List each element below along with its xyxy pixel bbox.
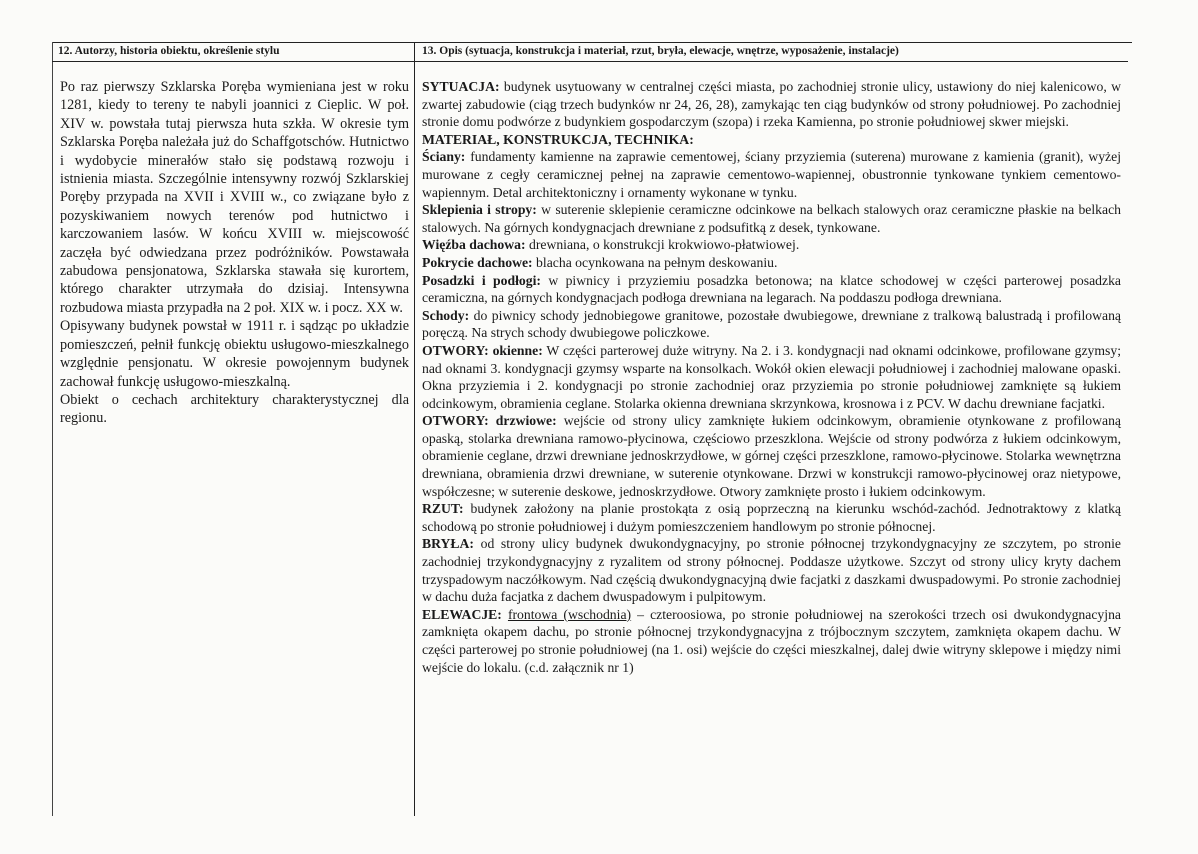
section-text: wejście od strony ulicy zamknięte łukiem odcinkowym, obramienie otynkowane z profilowaną opaską, stolarka drewniana ramowo-płycinowa, częściowo przeszklona. Wejście od strony podwórza z łukiem odcinkowym, obramienie ceglane, drzwi drewniane jednoskrzydłowe, w górnej części przeszklone, ramowo-płycinowe. Stolarka wewnętrzna drewniana, obramienia drzwi drewniane, w suterenie otynkowane. Drzwi w konstrukcji ramowo-płycinowej oraz nietypowe, współczesne; w suterenie deskowe, jednoskrzydłowe. Otwory zamknięte prosto i łukiem odcinkowym.	[422, 413, 1121, 499]
left-header-rule	[52, 61, 414, 62]
section-label: Sklepienia i stropy:	[422, 202, 537, 218]
section-sklepienia	[422, 201, 1121, 236]
right-column-header: 13. Opis (sytuacja, konstrukcja i materiał, rzut, bryła, elewacje, wnętrze, wyposażenie, instalacje)	[422, 45, 899, 57]
section-label: Pokrycie dachowe:	[422, 254, 533, 270]
section-elewacje	[422, 606, 1121, 676]
history-paragraph: Po raz pierwszy Szklarska Poręba wymieniana jest w roku 1281, kiedy to tereny te nabyli joannici z Cieplic. W poł. XIV w. powstała tutaj pierwsza huta szkła. W okresie tym Szklarska Poręba należała już do Schaffgotschów. Hutnictwo i wydobycie minerałów stało się podstawą rozwoju i istnienia miasta. Szczególnie intensywny rozwój Szklarskiej Poręby przypada na XVII i XVIII w., co związane było z pozyskiwaniem nowych terenów pod hutnictwo i karczowaniem lasów. W końcu XVIII w. miejscowość zaczęła być odwiedzana przez podróżników. Powstawała zabudowa pensjonatowa, Szklarska stawała się kurortem, którego charakter utrzymała do dzisiaj. Intensywna rozbudowa miasta przypadła na 2 poł. XIX w. i pocz. XX w.	[60, 79, 409, 316]
section-text: w suterenie sklepienie ceramiczne odcinkowe na belkach stalowych oraz ceramiczne płaskie na belkach stalowych. Na górnych kondygnacjach drewniane z podsufitką z desek, tynkowane.	[422, 202, 1122, 235]
section-label: Schody:	[422, 307, 470, 323]
history-column	[60, 78, 409, 428]
section-text: blacha ocynkowana na pełnym deskowaniu.	[532, 254, 778, 270]
elevation-name: frontowa (wschodnia)	[507, 606, 632, 622]
history-paragraph: Obiekt o cechach architektury charakterystycznej dla regionu.	[60, 391, 409, 427]
section-label: OTWORY: drzwiowe:	[422, 413, 557, 429]
section-text: – czteroosiowa, po stronie południowej na szerokości trzech osi dwukondygnacyjna zamknięta okapem dachu, po stronie północnej trzykondygnacyjna z trójbocznym szczytem, zamknięta okapem dachu. W części parterowej po stronie południowej (na 1. osi) wejście do części mieszkalnej, dalej dwie witryny sklepowe i między nimi wejście do lokalu. (c.d. załącznik nr 1)	[422, 606, 1121, 675]
section-otwory-drzwiowe	[422, 412, 1121, 500]
section-pokrycie	[422, 254, 1121, 272]
section-label: ELEWACJE:	[422, 606, 502, 622]
section-rzut	[422, 500, 1121, 535]
section-text: od strony ulicy budynek dwukondygnacyjny, po stronie północnej trzykondygnacyjny ze szczytem, po stronie zachodniej trzykondygnacyjny z ryzalitem od strony północnej. Poddasze użytkowe. Szczyt od strony ulicy kryty dachem trzyspadowym naczółkowym. Nad częścią dwukondygnacyjną dwie facjatki z daszkami dwuspadowymi. Po stronie zachodniej w dachu duża facjatka z dachem dwuspadowym i pulpitowym.	[422, 536, 1121, 605]
section-text: drewniana, o konstrukcji krokwiowo-płatwiowej.	[525, 237, 800, 253]
section-label: SYTUACJA:	[422, 79, 500, 94]
description-column	[422, 78, 1121, 676]
section-sytuacja	[422, 78, 1121, 131]
left-column-header: 12. Autorzy, historia obiektu, określenie stylu	[58, 45, 280, 57]
left-border	[52, 42, 53, 816]
section-label: Ściany:	[422, 149, 466, 165]
section-label: BRYŁA:	[422, 536, 474, 552]
section-label: RZUT:	[422, 501, 464, 517]
column-divider	[414, 42, 415, 816]
section-schody	[422, 307, 1121, 342]
top-border	[52, 42, 1132, 43]
section-text: budynek założony na planie prostokąta z osią poprzeczną na kierunku wschód-zachód. Jednotraktowy z klatką schodową po stronie południowej i dużym pomieszczeniem handlowym po stronie północnej.	[422, 501, 1121, 534]
section-text: w piwnicy i przyziemiu posadzka betonowa; na klatce schodowej w części parterowej posadzka ceramiczna, na górnych kondygnacjach podłoga drewniana na legarach. Na poddaszu podłoga drewniana.	[422, 272, 1121, 306]
section-text: W części parterowej duże witryny. Na 2. i 3. kondygnacji nad oknami odcinkowe, profilowane gzymsy; nad oknami 3. kondygnacji gzymsy wsparte na konsolkach. Wokół okien elewacji południowej i zachodniej malowane opaski. Okna przyziemia i 2. kondygnacji po stronie zachodniej oraz przyziemia po stronie południowej zamknięte są łukiem odcinkowym, obramienia ceglane. Stolarka okienna drewniana skrzynkowa, krosnowa i z PCV. W dachu drewniane facjatki.	[422, 342, 1122, 411]
section-posadzki	[422, 272, 1121, 307]
section-text: fundamenty kamienne na zaprawie cementowej, ściany przyziemia (suterena) murowane z kamienia (granit), wyżej murowane z cegły ceramicznej pełnej na zaprawie cementowo-wapiennej, obustronnie tynkowane tynkiem cementowo-wapiennym. Detal architektoniczny i ornamenty wykonane w tynku.	[422, 149, 1121, 200]
material-heading: MATERIAŁ, KONSTRUKCJA, TECHNIKA:	[422, 131, 694, 147]
section-wiezba	[422, 236, 1121, 254]
section-label: Więźba dachowa:	[422, 237, 526, 253]
section-text: do piwnicy schody jednobiegowe granitowe, pozostałe dwubiegowe, drewniane z tralkową balustradą i profilowaną poręczą. Na strych schody dwubiegowe policzkowe.	[422, 307, 1121, 341]
section-label: OTWORY: okienne:	[422, 342, 543, 358]
section-label: Posadzki i podłogi:	[422, 272, 541, 288]
right-header-rule	[415, 61, 1128, 62]
section-otwory-okienne	[422, 342, 1121, 412]
section-text: budynek usytuowany w centralnej części miasta, po zachodniej stronie ulicy, ustawiony do niej kalenicowo, w zwartej zabudowie (ciąg trzech budynków nr 24, 26, 28), zamykając ten ciąg budynków od strony południowej. Po zachodniej stronie domu podwórze z budynkiem gospodarczym (szopa) i rzeka Kamienna, po stronie południowej skwer miejski.	[422, 79, 1121, 130]
section-bryla	[422, 535, 1121, 605]
history-paragraph: Opisywany budynek powstał w 1911 r. i sądząc po układzie pomieszczeń, pełnił funkcję obiektu usługowo-mieszkalnego względnie pensjonatu. W okresie powojennym budynek zachował funkcję usługowo-mieszkalną.	[60, 318, 409, 390]
section-sciany	[422, 148, 1121, 201]
